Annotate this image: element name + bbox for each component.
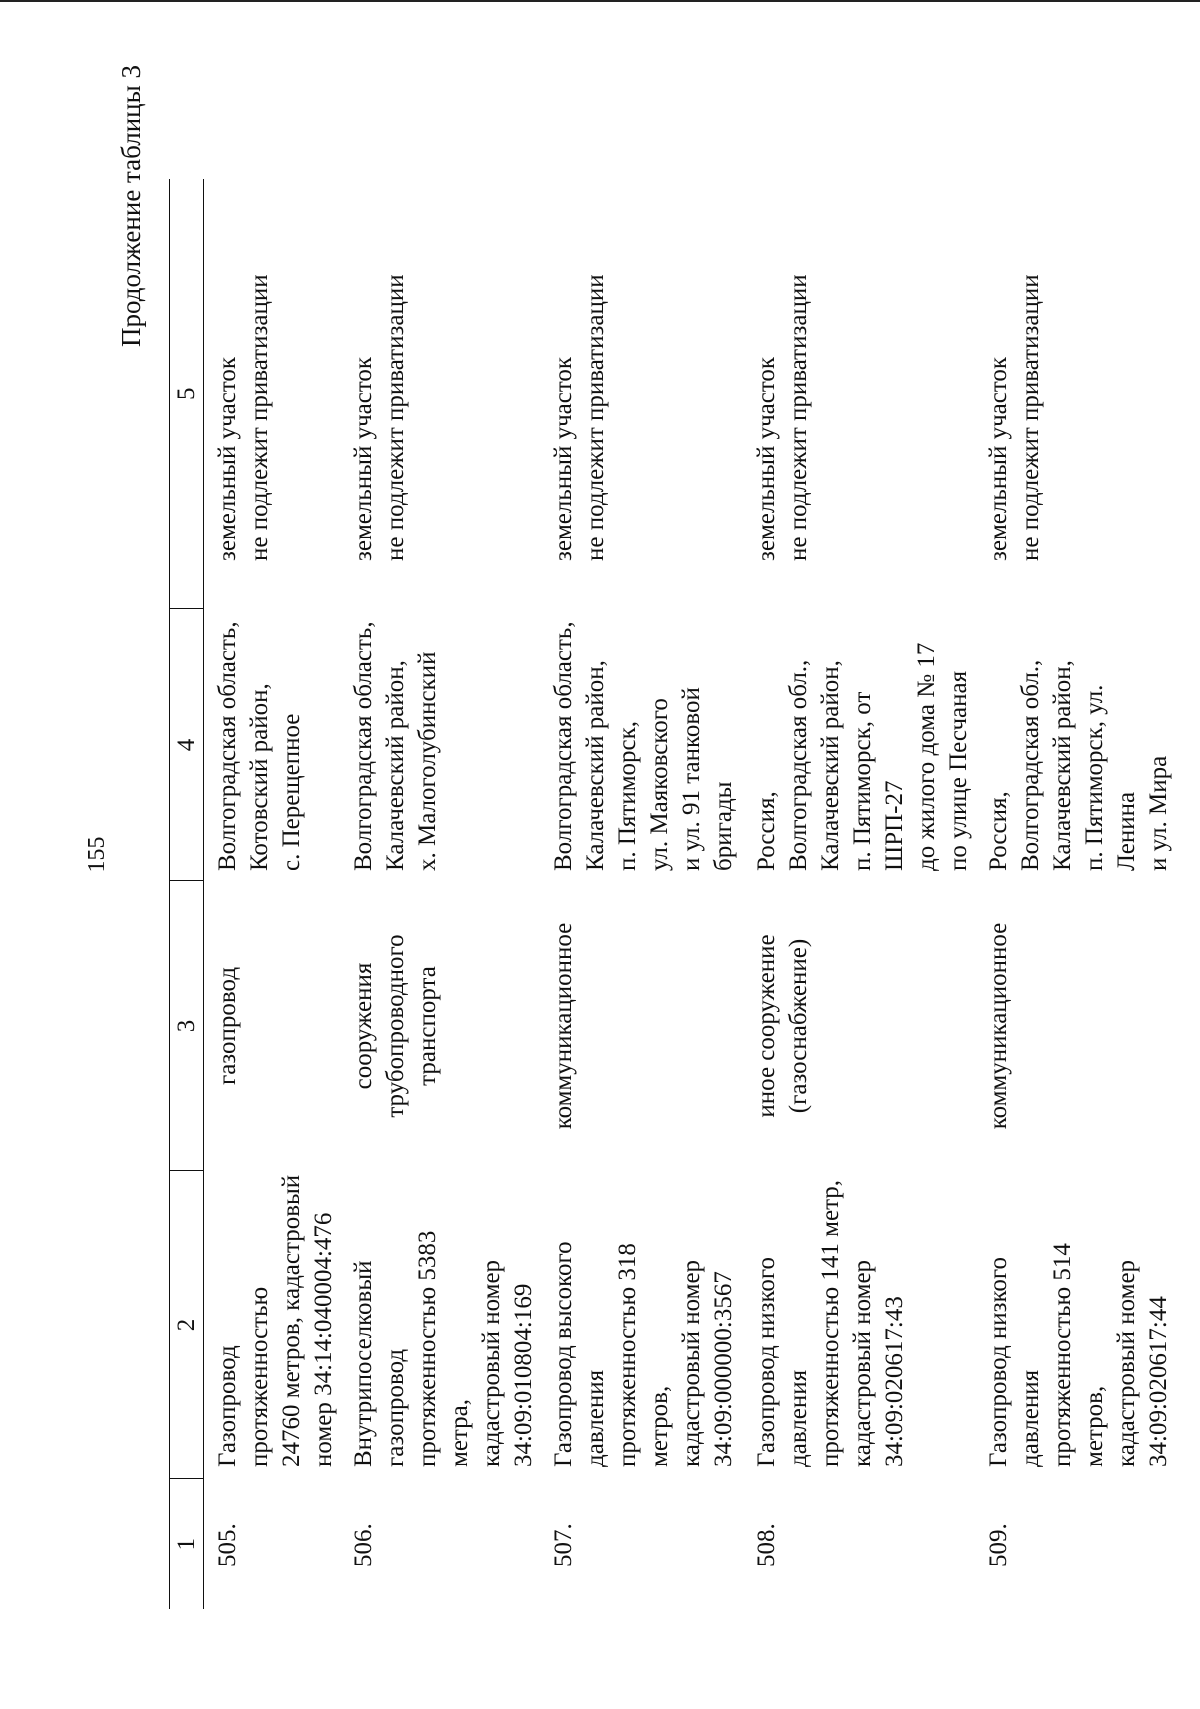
text-line: Волгоградская область,: [214, 621, 241, 871]
header-col-5: 5: [170, 179, 204, 609]
object-type: [340, 881, 540, 1171]
text-line: кадастровый номер: [678, 1259, 705, 1467]
row-number: 507.: [550, 1523, 577, 1567]
object-description: [743, 1171, 975, 1479]
text-line: 34:09:000000:3567: [710, 1271, 737, 1467]
text-line: протяженностью 141 метр,: [817, 1179, 844, 1467]
text-line: Котовский район,: [246, 683, 273, 871]
row-number: 509.: [985, 1523, 1012, 1567]
text-line: протяженностью 318 метров,: [614, 1243, 673, 1467]
text-line: ул. Маяковского: [646, 698, 673, 871]
text-line: и ул. Мира: [1145, 755, 1172, 871]
text-line: Россия,: [985, 791, 1012, 871]
object-description: [340, 1171, 540, 1479]
text-line: и ул. 91 танковой: [678, 687, 705, 871]
text-line: (газоснабжение): [785, 938, 812, 1114]
object-address: [975, 609, 1175, 881]
text-line: по улице Песчаная: [945, 670, 972, 871]
text-line: не подлежит приватизации: [582, 274, 609, 561]
table-row: [540, 179, 743, 1609]
text-line: не подлежит приватизации: [785, 274, 812, 561]
text-line: с. Перещепное: [278, 713, 305, 871]
text-line: п. Пятиморск, от ШРП-27: [849, 691, 908, 871]
object-note: [340, 179, 540, 609]
text-line: кадастровый номер: [478, 1259, 505, 1467]
text-line: коммуникационное: [985, 922, 1012, 1130]
property-table: [169, 179, 1175, 1609]
object-description: [975, 1171, 1175, 1479]
text-line: коммуникационное: [550, 922, 577, 1130]
object-address: [204, 609, 341, 881]
text-line: Газопровод протяженностью: [214, 1286, 273, 1467]
text-line: Волгоградская область,: [550, 621, 577, 871]
row-number: 505.: [214, 1523, 241, 1567]
table-row: [975, 179, 1175, 1609]
object-address: [540, 609, 743, 881]
text-line: 24760 метров, кадастровый: [278, 1174, 305, 1467]
text-line: не подлежит приватизации: [1017, 274, 1044, 561]
table-row: [340, 179, 540, 1609]
page-number: 155: [84, 836, 110, 873]
text-line: протяженностью 514 метров,: [1049, 1243, 1108, 1467]
text-line: земельный участок: [550, 356, 577, 561]
header-col-3: 3: [170, 881, 204, 1171]
text-line: 34:09:020617:44: [1145, 1296, 1172, 1467]
object-type: [540, 881, 743, 1171]
text-line: кадастровый номер: [849, 1259, 876, 1467]
text-line: бригады: [710, 781, 737, 871]
table-row: [743, 179, 975, 1609]
text-line: 34:09:010804:169: [510, 1283, 537, 1467]
text-line: Калачевский район,: [582, 660, 609, 871]
object-type: [204, 881, 341, 1171]
text-line: протяженностью 5383 метра,: [414, 1230, 473, 1467]
text-line: земельный участок: [350, 356, 377, 561]
text-line: Внутрипоселковый газопровод: [350, 1260, 409, 1467]
object-note: [540, 179, 743, 609]
text-line: Волгоградская обл.,: [785, 659, 812, 871]
text-line: не подлежит приватизации: [246, 274, 273, 561]
object-note: [975, 179, 1175, 609]
text-line: земельный участок: [753, 356, 780, 561]
header-col-2: 2: [170, 1171, 204, 1479]
text-line: Газопровод низкого давления: [753, 1256, 812, 1467]
text-line: газопровод: [214, 966, 241, 1086]
text-line: Волгоградская обл.,: [1017, 659, 1044, 871]
text-line: Россия,: [753, 791, 780, 871]
text-line: кадастровый номер: [1113, 1259, 1140, 1467]
text-line: 34:09:020617:43: [881, 1296, 908, 1467]
text-line: до жилого дома № 17: [913, 642, 940, 871]
text-line: земельный участок: [985, 356, 1012, 561]
text-line: п. Пятиморск,: [614, 720, 641, 871]
object-description: [204, 1171, 341, 1479]
text-line: транспорта: [414, 966, 441, 1086]
text-line: Газопровод низкого давления: [985, 1256, 1044, 1467]
object-type: [975, 881, 1175, 1171]
text-line: иное сооружение: [753, 934, 780, 1118]
object-description: [540, 1171, 743, 1479]
row-number: 506.: [350, 1523, 377, 1567]
object-type: [743, 881, 975, 1171]
text-line: х. Малоголубинский: [414, 651, 441, 871]
table-continuation-caption: Продолжение таблицы 3: [116, 65, 146, 347]
object-address: [340, 609, 540, 881]
property-table-container: [169, 179, 1175, 1609]
text-line: земельный участок: [214, 356, 241, 561]
header-col-1: 1: [170, 1479, 204, 1609]
object-note: [743, 179, 975, 609]
table-row: [204, 179, 341, 1609]
text-line: номер 34:14:040004:476: [310, 1212, 337, 1467]
text-line: Калачевский район,: [382, 660, 409, 871]
text-line: Волгоградская область,: [350, 621, 377, 871]
text-line: трубопроводного: [382, 934, 409, 1118]
row-number: 508.: [753, 1523, 780, 1567]
header-col-4: 4: [170, 609, 204, 881]
text-line: Калачевский район,: [1049, 660, 1076, 871]
table-header-row: [170, 179, 204, 1609]
object-note: [204, 179, 341, 609]
text-line: Калачевский район,: [817, 660, 844, 871]
object-address: [743, 609, 975, 881]
text-line: Газопровод высокого давления: [550, 1241, 609, 1467]
text-line: п. Пятиморск, ул. Ленина: [1081, 684, 1140, 871]
text-line: не подлежит приватизации: [382, 274, 409, 561]
text-line: сооружения: [350, 962, 377, 1090]
